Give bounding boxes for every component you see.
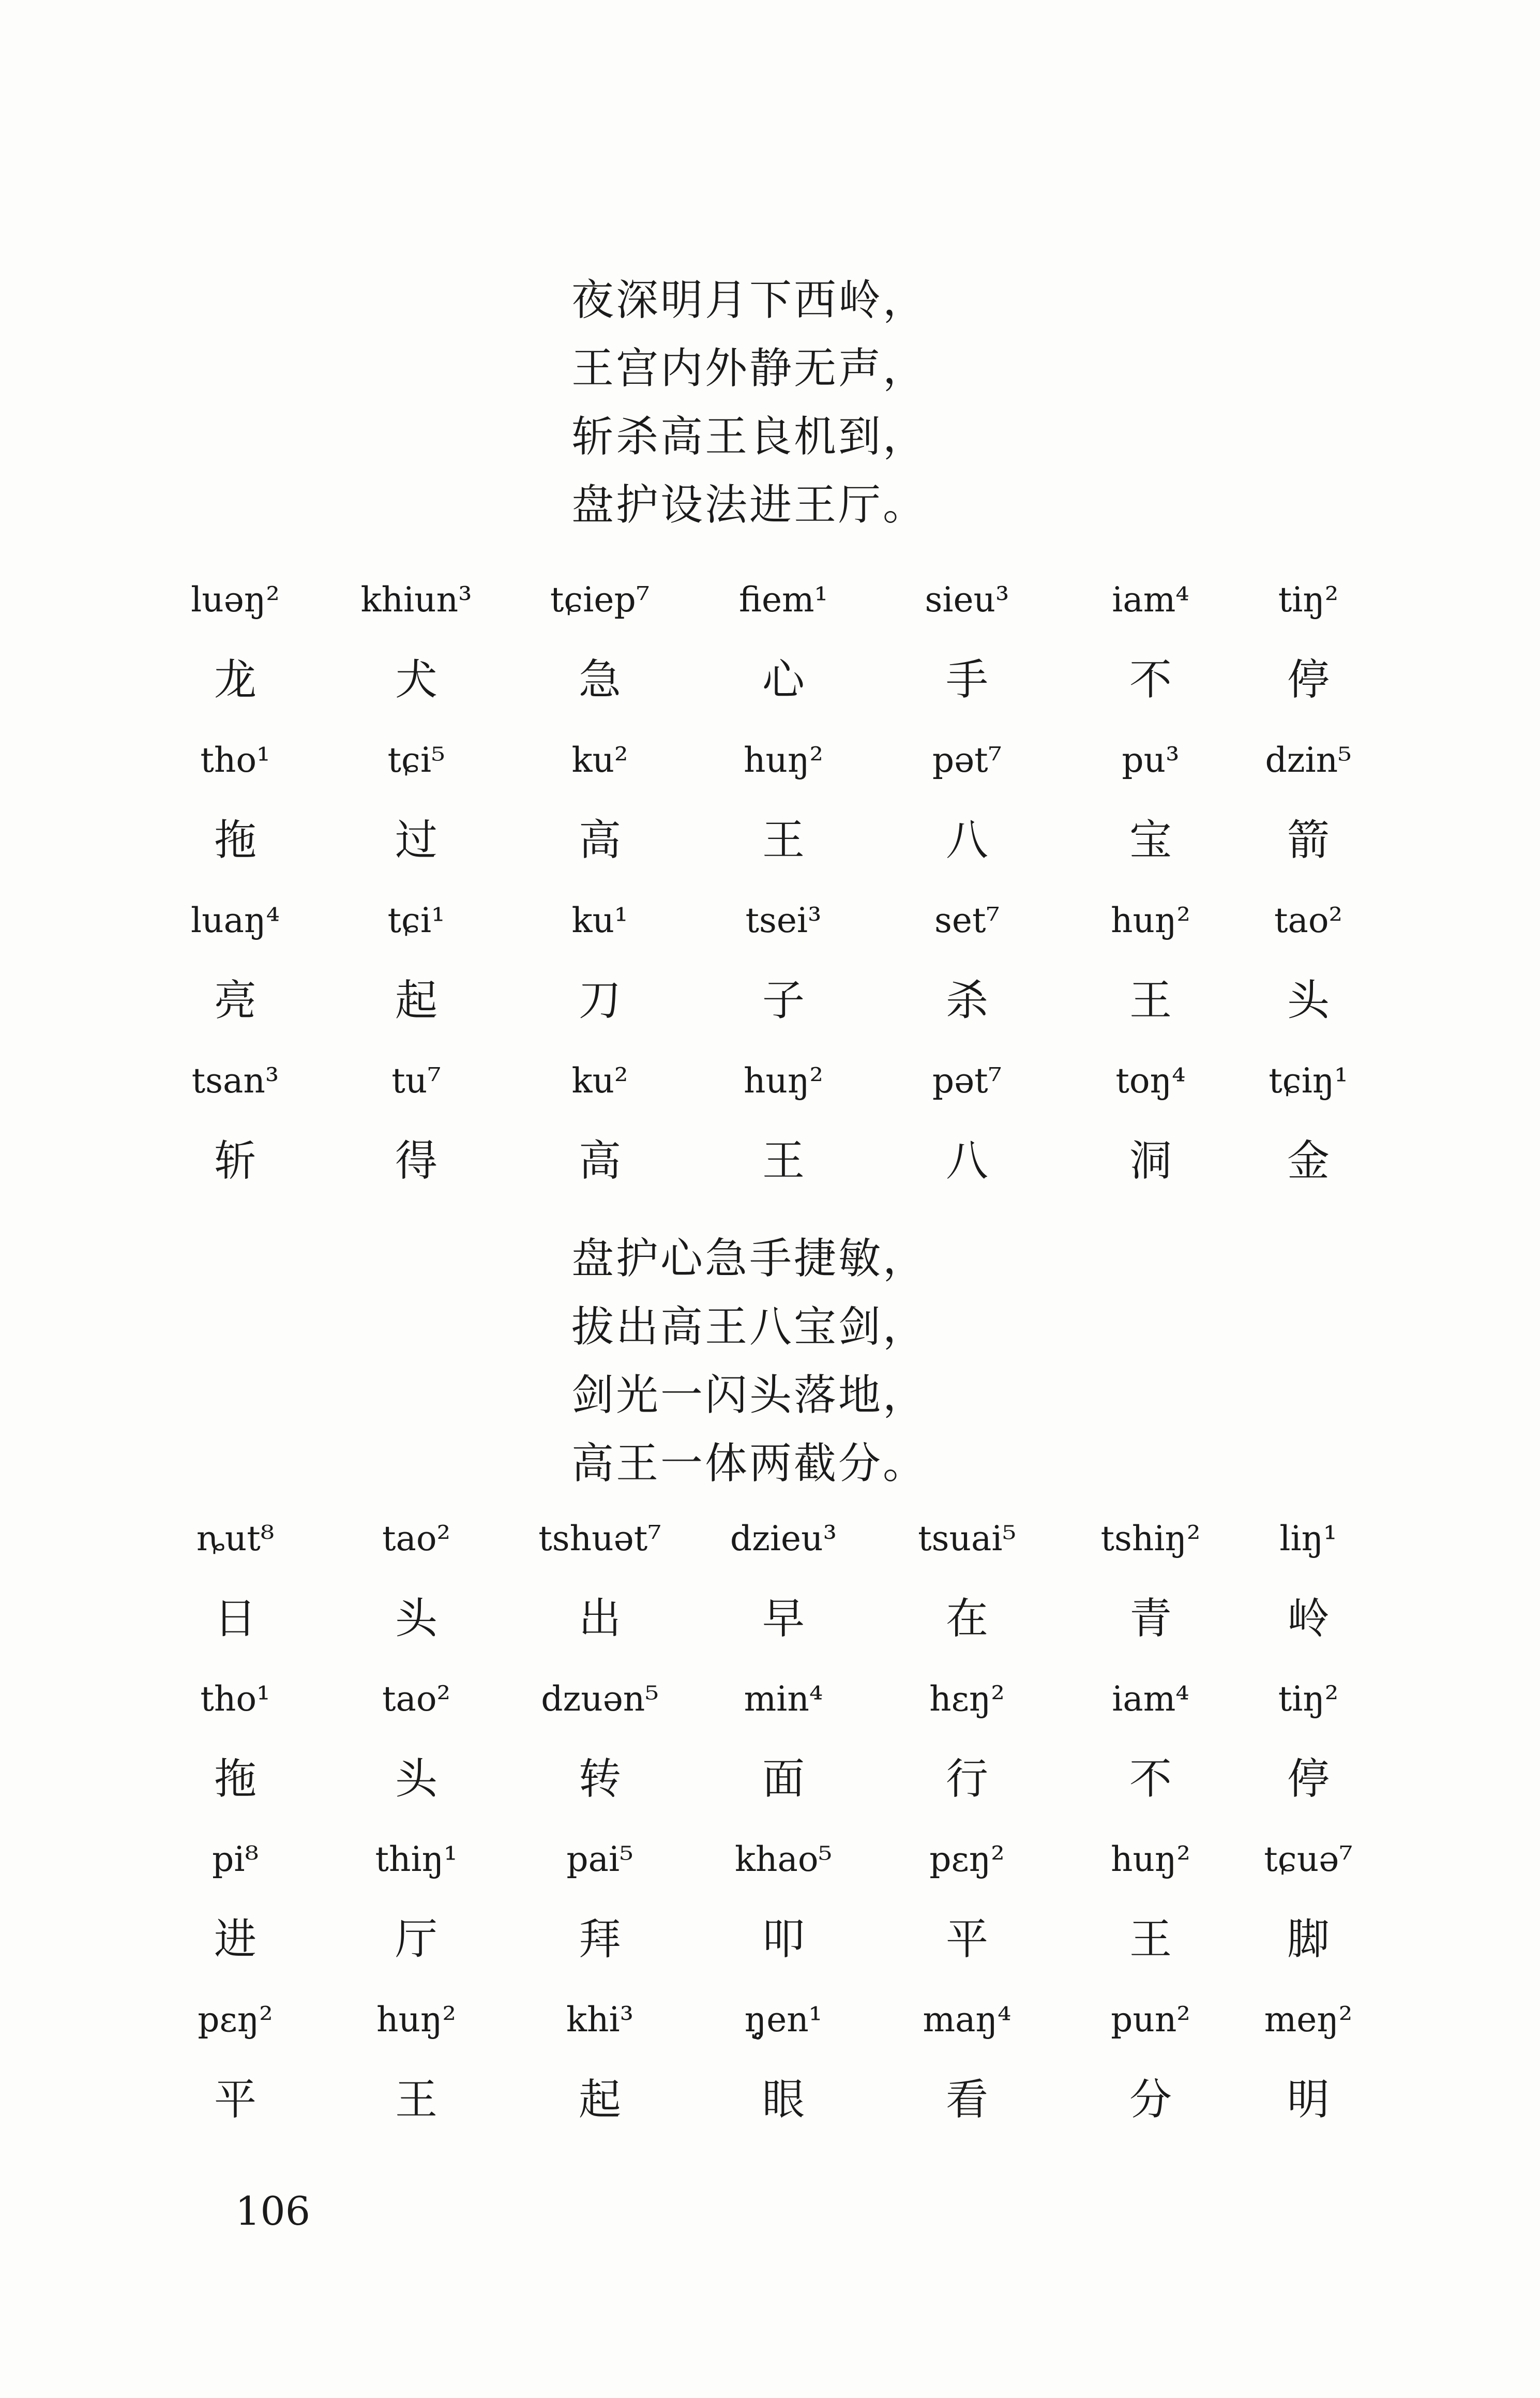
romanized-syllable: liŋ¹ <box>1279 1519 1337 1558</box>
romanized-syllable: tiŋ² <box>1278 580 1339 620</box>
romanized-syllable: ku² <box>571 1061 628 1101</box>
chinese-character: 过 <box>395 816 438 865</box>
chinese-character: 八 <box>945 1136 989 1186</box>
romanized-syllable: thiŋ¹ <box>375 1839 458 1879</box>
romanized-syllable: min⁴ <box>744 1679 823 1719</box>
romanized-syllable: huŋ² <box>1111 1839 1190 1879</box>
chinese-character: 不 <box>1129 655 1172 705</box>
poem-stanza-middle <box>571 1225 927 1498</box>
poem-line: 拔出高王八宝剑， <box>571 1302 928 1352</box>
chinese-character: 头 <box>1287 976 1330 1025</box>
chinese-character: 王 <box>762 1136 805 1186</box>
romanized-syllable: dzieu³ <box>730 1519 837 1558</box>
romanized-syllable: khao⁵ <box>734 1839 833 1879</box>
romanized-syllable: tu⁷ <box>391 1061 441 1101</box>
poem-line: 剑光一闪头落地， <box>571 1371 928 1420</box>
romanized-syllable: ŋ̥en¹ <box>744 2000 823 2040</box>
chinese-character: 急 <box>578 655 622 705</box>
romanized-syllable: tho¹ <box>200 740 270 780</box>
romanized-syllable: tsuai⁵ <box>918 1519 1016 1558</box>
chinese-character: 停 <box>1287 1755 1330 1804</box>
chinese-character: 起 <box>578 2075 622 2124</box>
romanized-syllable: huŋ² <box>744 1061 823 1101</box>
transcription-row <box>0 1060 1540 1221</box>
transcription-row <box>0 1518 1540 1678</box>
poem-line: 盘护心急手捷敏， <box>571 1234 928 1283</box>
chinese-character: 头 <box>395 1755 438 1804</box>
romanized-syllable: ku² <box>571 740 628 780</box>
chinese-character: 不 <box>1129 1755 1172 1804</box>
romanized-syllable: dzin⁵ <box>1265 740 1352 780</box>
romanized-syllable: pai⁵ <box>566 1839 633 1879</box>
chinese-character: 杀 <box>945 976 989 1025</box>
chinese-character: 早 <box>762 1594 805 1643</box>
chinese-character: 平 <box>214 2075 257 2124</box>
romanized-syllable: tɕiŋ¹ <box>1269 1061 1348 1101</box>
romanized-syllable: tɕiep⁷ <box>550 580 650 620</box>
chinese-character: 转 <box>578 1755 622 1804</box>
romanized-syllable: tɕi¹ <box>387 901 445 940</box>
chinese-character: 刀 <box>578 976 622 1025</box>
chinese-character: 叩 <box>762 1915 805 1964</box>
chinese-character: 日 <box>214 1594 257 1643</box>
transcription-block-top <box>0 579 1540 1221</box>
romanized-syllable: huŋ² <box>744 740 823 780</box>
chinese-character: 拜 <box>578 1915 622 1964</box>
romanized-syllable: iam⁴ <box>1112 580 1189 620</box>
transcription-row <box>0 900 1540 1060</box>
chinese-character: 子 <box>762 976 805 1025</box>
romanized-syllable: pun² <box>1111 2000 1190 2040</box>
chinese-character: 岭 <box>1287 1594 1330 1643</box>
poem-stanza-top <box>571 266 927 539</box>
chinese-character: 起 <box>395 976 438 1025</box>
romanized-syllable: iam⁴ <box>1112 1679 1189 1719</box>
transcription-row <box>0 1839 1540 1999</box>
romanized-syllable: pət⁷ <box>932 740 1002 780</box>
romanized-syllable: huŋ² <box>376 2000 456 2040</box>
romanized-syllable: meŋ² <box>1264 2000 1353 2040</box>
romanized-syllable: pi⁸ <box>212 1839 259 1879</box>
transcription-row <box>0 740 1540 900</box>
page-number: 106 <box>235 2188 311 2234</box>
romanized-syllable: dzuən⁵ <box>541 1679 659 1719</box>
chinese-character: 进 <box>214 1915 257 1964</box>
chinese-character: 头 <box>395 1594 438 1643</box>
romanized-syllable: sieu³ <box>925 580 1009 620</box>
chinese-character: 犬 <box>395 655 438 705</box>
chinese-character: 高 <box>578 816 622 865</box>
romanized-syllable: pu³ <box>1122 740 1180 780</box>
chinese-character: 拖 <box>214 816 257 865</box>
chinese-character: 金 <box>1287 1136 1330 1186</box>
chinese-character: 行 <box>945 1755 989 1804</box>
romanized-syllable: tshuət⁷ <box>538 1519 661 1558</box>
chinese-character: 眼 <box>762 2075 805 2124</box>
transcription-row <box>0 579 1540 740</box>
romanized-syllable: maŋ⁴ <box>923 2000 1011 2040</box>
chinese-character: 王 <box>762 816 805 865</box>
romanized-syllable: pɛŋ² <box>198 2000 273 2040</box>
chinese-character: 高 <box>578 1136 622 1186</box>
chinese-character: 斩 <box>214 1136 257 1186</box>
chinese-character: 脚 <box>1287 1915 1330 1964</box>
chinese-character: 看 <box>945 2075 989 2124</box>
romanized-syllable: tsan³ <box>191 1061 279 1101</box>
romanized-syllable: khiun³ <box>360 580 472 620</box>
romanized-syllable: tɕuə⁷ <box>1264 1839 1353 1879</box>
poem-line: 斩杀高王良机到， <box>571 412 928 461</box>
transcription-row <box>0 1678 1540 1839</box>
chinese-character: 分 <box>1129 2075 1172 2124</box>
romanized-syllable: pət⁷ <box>932 1061 1002 1101</box>
chinese-character: 八 <box>945 816 989 865</box>
chinese-character: 明 <box>1287 2075 1330 2124</box>
romanized-syllable: hɛŋ² <box>929 1679 1005 1719</box>
poem-line: 夜深明月下西岭， <box>571 276 928 325</box>
chinese-character: 青 <box>1129 1594 1172 1643</box>
romanized-syllable: luaŋ⁴ <box>191 901 280 940</box>
romanized-syllable: tsei³ <box>745 901 822 940</box>
romanized-syllable: tshiŋ² <box>1100 1519 1201 1558</box>
poem-line: 王宫内外静无声， <box>571 344 928 393</box>
chinese-character: 王 <box>395 2075 438 2124</box>
romanized-syllable: tao² <box>382 1519 451 1558</box>
romanized-syllable: khi³ <box>566 2000 634 2040</box>
romanized-syllable: tiŋ² <box>1278 1679 1339 1719</box>
chinese-character: 面 <box>762 1755 805 1804</box>
chinese-character: 宝 <box>1129 816 1172 865</box>
romanized-syllable: huŋ² <box>1111 901 1190 940</box>
romanized-syllable: set⁷ <box>934 901 1000 940</box>
chinese-character: 厅 <box>395 1915 438 1964</box>
chinese-character: 箭 <box>1287 816 1330 865</box>
transcription-row <box>0 1999 1540 2160</box>
chinese-character: 王 <box>1129 1915 1172 1964</box>
chinese-character: 拖 <box>214 1755 257 1804</box>
chinese-character: 龙 <box>214 655 257 705</box>
romanized-syllable: ȵut⁸ <box>196 1519 275 1558</box>
romanized-syllable: tao² <box>382 1679 451 1719</box>
romanized-syllable: tho¹ <box>200 1679 270 1719</box>
romanized-syllable: tao² <box>1274 901 1343 940</box>
poem-line: 盘护设法进王厅。 <box>571 481 928 530</box>
romanized-syllable: ku¹ <box>571 901 628 940</box>
poem-line: 高王一体两截分。 <box>571 1439 928 1488</box>
chinese-character: 得 <box>395 1136 438 1186</box>
romanized-syllable: luəŋ² <box>191 580 280 620</box>
chinese-character: 王 <box>1129 976 1172 1025</box>
chinese-character: 手 <box>945 655 989 705</box>
romanized-syllable: toŋ⁴ <box>1115 1061 1186 1101</box>
chinese-character: 洞 <box>1129 1136 1172 1186</box>
chinese-character: 心 <box>762 655 805 705</box>
chinese-character: 停 <box>1287 655 1330 705</box>
chinese-character: 在 <box>945 1594 989 1643</box>
chinese-character: 平 <box>945 1915 989 1964</box>
romanized-syllable: tɕi⁵ <box>387 740 445 780</box>
romanized-syllable: fiem¹ <box>738 580 828 620</box>
chinese-character: 亮 <box>214 976 257 1025</box>
chinese-character: 出 <box>578 1594 622 1643</box>
romanized-syllable: pɛŋ² <box>929 1839 1005 1879</box>
transcription-block-bottom <box>0 1518 1540 2160</box>
